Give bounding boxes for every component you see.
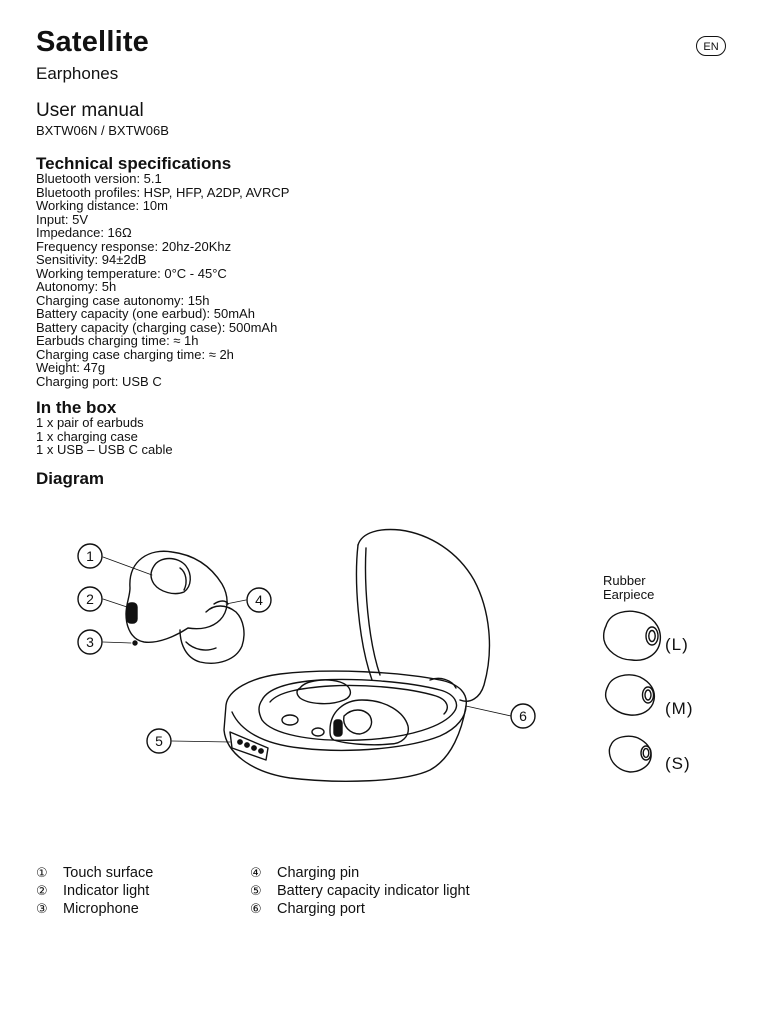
- earbud-illustration: [126, 551, 244, 663]
- spec-item: Autonomy: 5h: [36, 279, 117, 294]
- indicator-light-icon: [127, 603, 137, 623]
- legend-label: Charging port: [277, 901, 365, 917]
- spec-item: Working distance: 10m: [36, 198, 168, 213]
- in-the-box-heading: In the box: [36, 398, 117, 417]
- box-item: 1 x pair of earbuds: [36, 415, 144, 430]
- legend-label: Battery capacity indicator light: [277, 883, 470, 899]
- earpiece-large: [604, 611, 689, 660]
- legend-left: [36, 864, 153, 918]
- callout-1: [78, 544, 102, 568]
- spec-item: Charging case charging time: ≈ 2h: [36, 346, 234, 362]
- legend-number: ⑤: [250, 883, 262, 898]
- battery-indicator-icon: [230, 732, 268, 760]
- language-badge: EN: [696, 36, 726, 56]
- callout-6: [511, 704, 535, 728]
- rubber-earpiece-label: [603, 574, 654, 602]
- legend-number: ②: [36, 883, 48, 898]
- product-title: Satellite: [36, 26, 150, 58]
- spec-item: Input: 5V: [36, 211, 89, 227]
- spec-item: Battery capacity (charging case): 500mAh: [36, 319, 278, 335]
- size-label: (L): [665, 635, 689, 654]
- earpiece-medium: [606, 675, 694, 718]
- legend-item: [36, 882, 153, 900]
- callout-2: [78, 587, 102, 611]
- callout-label: 1: [86, 548, 94, 564]
- callout-3: [78, 630, 102, 654]
- callout-label: 5: [155, 733, 163, 749]
- spec-item: Frequency response: 20hz-20Khz: [36, 238, 232, 254]
- rubber-label-line: Earpiece: [603, 587, 655, 602]
- spec-item: Bluetooth version: 5.1: [36, 171, 162, 186]
- legend-number: ⑥: [250, 901, 262, 916]
- charging-case-illustration: [224, 530, 489, 782]
- manual-label: User manual: [36, 100, 144, 121]
- spec-item: Charging case autonomy: 15h: [36, 292, 210, 308]
- legend-label: Indicator light: [63, 883, 150, 899]
- box-item: 1 x USB – USB C cable: [36, 442, 173, 457]
- diagram-heading: Diagram: [36, 469, 105, 488]
- model-numbers: BXTW06N / BXTW06B: [36, 123, 169, 138]
- legend-item: [250, 864, 470, 882]
- size-label: (S): [665, 754, 691, 773]
- legend-label: Touch surface: [63, 865, 154, 881]
- earpiece-small: [609, 736, 690, 773]
- spec-item: Working temperature: 0°C - 45°C: [36, 265, 227, 281]
- box-item: 1 x charging case: [36, 428, 138, 444]
- legend-number: ④: [250, 865, 262, 880]
- callout-label: 4: [255, 592, 263, 608]
- earphones-diagram: [0, 500, 768, 830]
- legend-number: ③: [36, 901, 48, 916]
- callout-4: [247, 588, 271, 612]
- spec-item: Earbuds charging time: ≈ 1h: [36, 333, 199, 348]
- legend-item: [36, 900, 153, 918]
- callout-5: [147, 729, 171, 753]
- legend-item: [250, 900, 470, 918]
- callout-label: 3: [86, 634, 94, 650]
- legend-item: [36, 864, 153, 882]
- legend-item: [250, 882, 470, 900]
- legend-label: Charging pin: [277, 865, 360, 881]
- specs-list: [36, 172, 289, 388]
- spec-item: Impedance: 16Ω: [36, 225, 132, 240]
- spec-item: Weight: 47g: [36, 360, 106, 375]
- microphone-icon: [133, 641, 137, 645]
- spec-item: Sensitivity: 94±2dB: [36, 252, 147, 267]
- size-label: (M): [665, 699, 694, 718]
- spec-item: Charging port: USB C: [36, 373, 162, 389]
- charging-pin-icon: [214, 601, 228, 604]
- charging-port-icon: [430, 678, 456, 688]
- callout-label: 6: [519, 708, 527, 724]
- specs-heading: Technical specifications: [36, 154, 232, 173]
- product-subtitle: Earphones: [36, 64, 119, 83]
- rubber-label-line: Rubber: [603, 573, 646, 588]
- legend-number: ①: [36, 865, 48, 880]
- callout-label: 2: [86, 591, 94, 607]
- legend-right: [250, 864, 470, 918]
- legend-label: Microphone: [63, 901, 139, 917]
- in-the-box-list: [36, 416, 173, 457]
- spec-item: Battery capacity (one earbud): 50mAh: [36, 306, 255, 321]
- spec-item: Bluetooth profiles: HSP, HFP, A2DP, AVRCP: [36, 184, 290, 200]
